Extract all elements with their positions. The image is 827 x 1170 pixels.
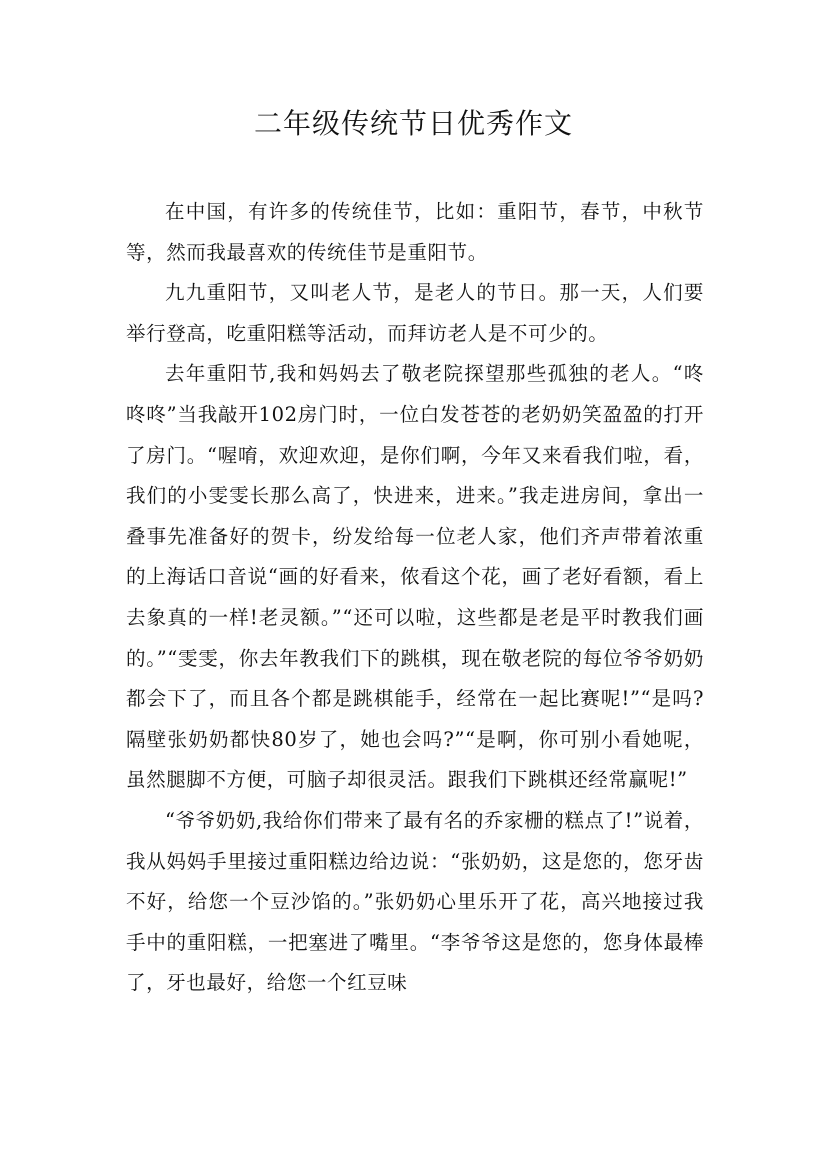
paragraph-2: 九九重阳节，又叫老人节，是老人的节日。那一天，人们要举行登高，吃重阳糕等活动，而拜访老人是不可少的。: [126, 281, 704, 345]
paragraph-4: “爷爷奶奶,我给你们带来了最有名的乔家栅的糕点了!”说着，我从妈妈手里接过重阳糕边给边说：“张奶奶，这是您的，您牙齿不好，给您一个豆沙馅的。”张奶奶心里乐开了花，高兴地接过我手中的重阳糕，一把塞进了嘴里。“李爷爷这是您的，您身体最棒了，牙也最好，给您一个红豆味: [126, 808, 704, 995]
paragraph-3: 去年重阳节,我和妈妈去了敬老院探望那些孤独的老人。“咚咚咚”当我敲开102房门时，一位白发苍苍的老奶奶笑盈盈的打开了房门。“喔唷，欢迎欢迎，是你们啊，今年又来看我们啦，看，我们的小雯雯长那么高了，快进来，进来。”我走进房间，拿出一叠事先准备好的贺卡，纷发给每一位老人家，他们齐声带着浓重的上海话口音说“画的好看来，侬看这个花，画了老好看额，看上去象真的一样!老灵额。”“还可以啦，这些都是老是平时教我们画的。”“雯雯，你去年教我们下的跳棋，现在敬老院的每位爷爷奶奶都会下了，而且各个都是跳棋能手，经常在一起比赛呢!”“是吗?隔壁张奶奶都快80岁了，她也会吗?”“是啊，你可别小看她呢，虽然腿脚不方便，可脑子却很灵活。跟我们下跳棋还经常赢呢!”: [126, 362, 704, 792]
paragraph-1: 在中国，有许多的传统佳节，比如：重阳节，春节，中秋节等，然而我最喜欢的传统佳节是重阳节。: [126, 200, 704, 264]
document-body: [126, 192, 704, 1004]
document-title: 二年级传统节日优秀作文: [253, 107, 573, 140]
